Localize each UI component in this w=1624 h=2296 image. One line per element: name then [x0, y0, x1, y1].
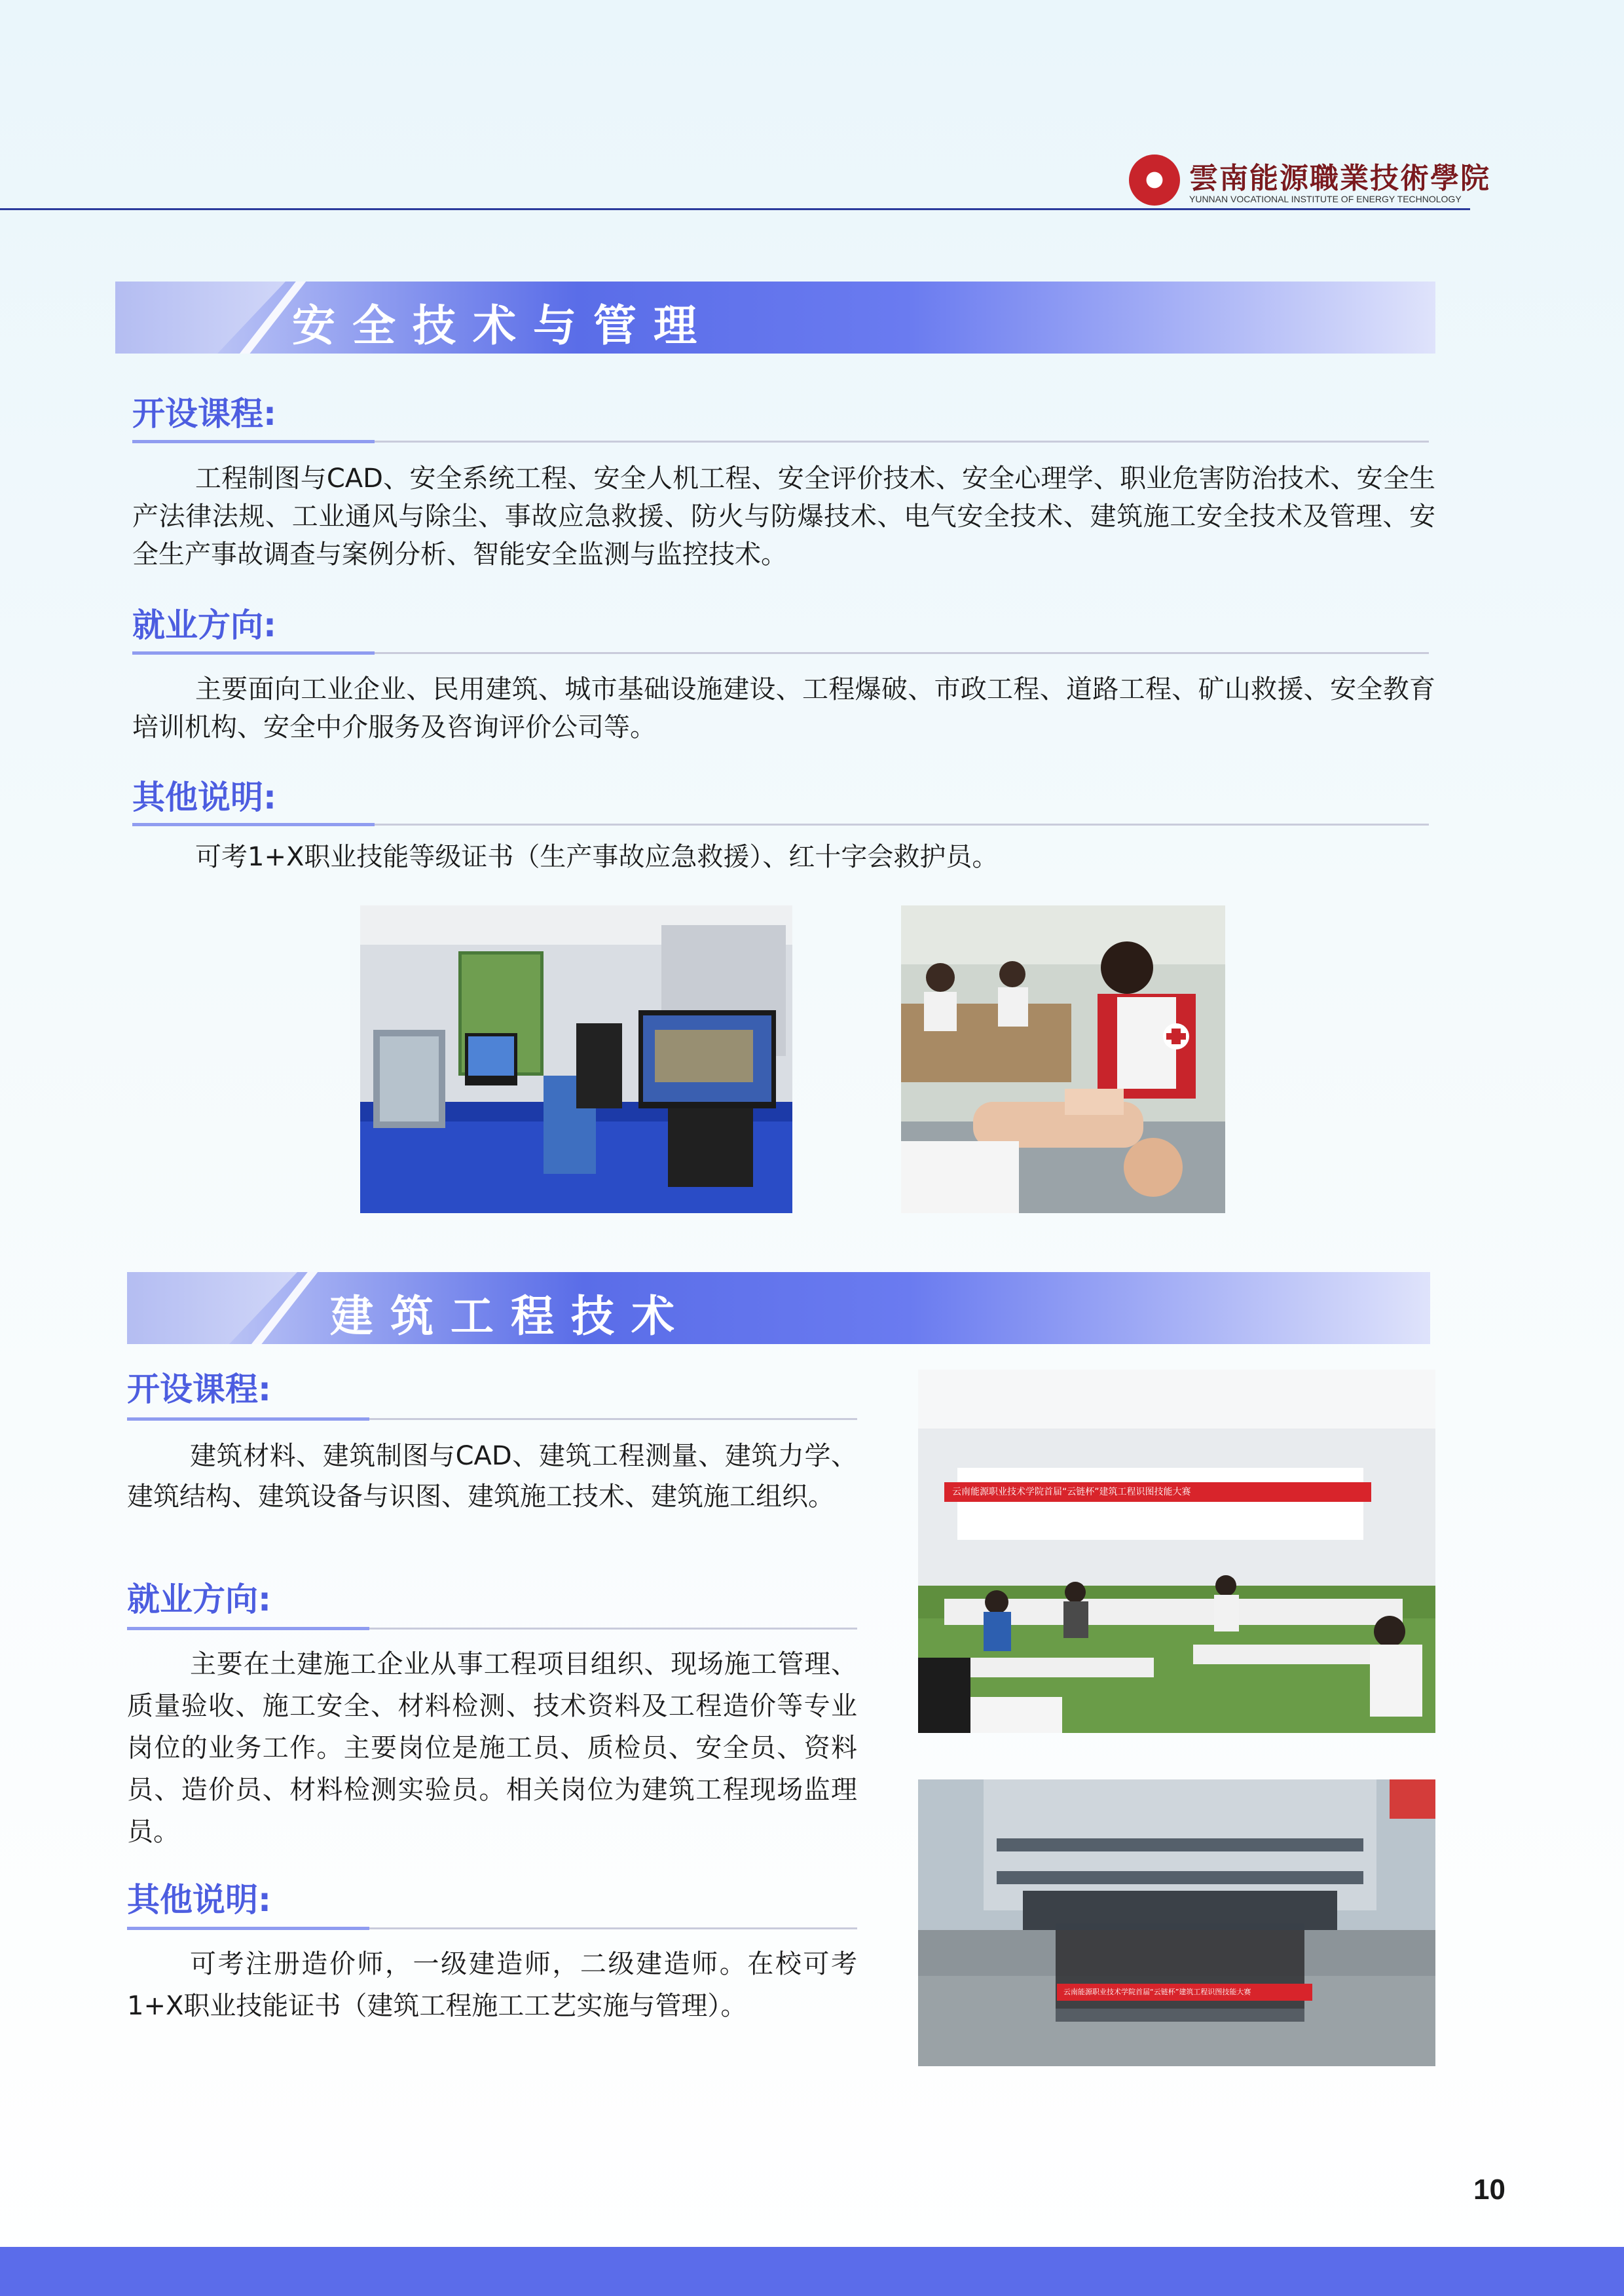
logo-english-name: YUNNAN VOCATIONAL INSTITUTE OF ENERGY TECHNOLOGY [1189, 194, 1462, 204]
section1-career-text: 主要面向工业企业、民用建筑、城市基础设施建设、工程爆破、市政工程、道路工程、矿山救援、安全教育培训机构、安全中介服务及咨询评价公司等。 [132, 674, 1435, 742]
header-divider [0, 208, 1470, 210]
section1-courses-heading: 开设课程: [132, 395, 276, 433]
section1-notes-heading: 其他说明: [132, 778, 276, 816]
section1-banner [115, 282, 1435, 354]
section2-courses-heading: 开设课程: [127, 1370, 271, 1408]
section1-courses-rule [132, 441, 1429, 443]
section2-banner [127, 1272, 1430, 1344]
section1-career-heading: 就业方向: [132, 606, 276, 644]
section1-career-rule [132, 652, 1429, 654]
college-seal-icon [1129, 155, 1180, 206]
section2-courses-text: 建筑材料、建筑制图与CAD、建筑工程测量、建筑力学、建筑结构、建筑设备与识图、建筑施工技术、建筑施工组织。 [127, 1441, 857, 1512]
section1-courses-text: 工程制图与CAD、安全系统工程、安全人机工程、安全评价技术、安全心理学、职业危害防治技术、安全生产法律法规、工业通风与除尘、事故应急救援、防火与防爆技术、电气安全技术、建筑施工安全技术及管理、安全生产事故调查与案例分析、智能安全监测与监控技术。 [132, 464, 1435, 570]
drawing-competition-photo [918, 1370, 1435, 1733]
first-aid-training-photo [901, 905, 1225, 1213]
footer-bar [0, 2247, 1624, 2296]
safety-lab-photo [360, 905, 792, 1213]
section2-career-heading: 就业方向: [127, 1580, 271, 1618]
college-logo [1129, 155, 1490, 207]
page-number: 10 [1473, 2174, 1505, 2206]
section2-courses-rule [127, 1418, 857, 1420]
logo-chinese-name: 雲南能源職業技術學院 [1189, 162, 1490, 195]
section2-notes-rule [127, 1927, 857, 1929]
group-banner-text: 云南能源职业技术学院首届“云链杯”建筑工程识图技能大赛 [1057, 1984, 1312, 2001]
section1-notes-text: 可考1+X职业技能等级证书（生产事故应急救援）、红十字会救护员。 [195, 842, 999, 872]
section2-career-rule [127, 1628, 857, 1630]
section2-notes-heading: 其他说明: [127, 1881, 271, 1919]
group-photo [918, 1779, 1435, 2066]
competition-banner-text: 云南能源职业技术学院首届“云链杯”建筑工程识图技能大赛 [944, 1482, 1371, 1502]
section2-notes-text: 可考注册造价师，一级建造师，二级建造师。在校可考1+X职业技能证书（建筑工程施工工艺实施与管理）。 [127, 1949, 857, 2021]
section1-notes-rule [132, 824, 1429, 826]
section2-title: 建筑工程技术 [330, 1291, 692, 1341]
section2-career-text: 主要在土建施工企业从事工程项目组织、现场施工管理、质量验收、施工安全、材料检测、技术资料及工程造价等专业岗位的业务工作。主要岗位是施工员、质检员、安全员、资料员、造价员、材料检测实验员。相关岗位为建筑工程现场监理员。 [127, 1649, 857, 1847]
section1-title: 安全技术与管理 [292, 301, 714, 351]
